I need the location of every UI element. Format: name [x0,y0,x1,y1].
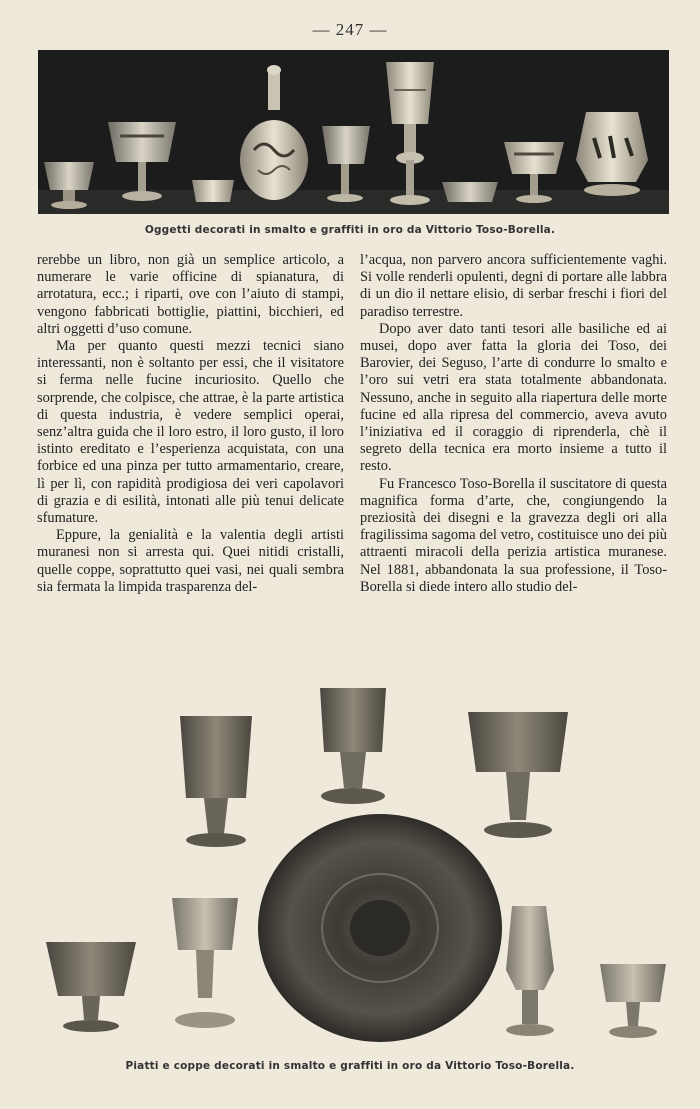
top-figure-caption: Oggetti decorati in smalto e graffiti in oro da Vittorio Toso-Borella. [144,224,556,236]
bottom-photograph [40,680,670,1058]
text-column-left [37,252,344,596]
glassware-illustration-top [38,50,669,214]
paragraph: l’acqua, non parvero ancora sufficientemente vaghi. Si volle renderli opulenti, degni di portare alle labbra di un dio il nettare elisio, di serbar freschi i fiori del paradiso terrestre. [360,252,667,320]
paragraph: Ma per quanto questi mezzi tecnici siano interessanti, non è soltanto per essi, che il visitatore si ferma nelle fucine incuriosito. Quello che sorprende, che colpisce, che attrae, è la parte artistica di questa industria, è vedere semplici operai, senz’altra guida che il loro estro, il loro gusto, il loro istinto ereditato e l’esperienza acquistata, con una forbice ed una pinza per tutto armamentario, creare, lì per lì, con rapidità prodigiosa dei veri capolavori di grazia e di esilità, intonati alle più tenui delicate sfumature. [37,338,344,527]
page-number: — 247 — [312,20,388,39]
paragraph: Fu Francesco Toso-Borella il suscitatore di questa magnifica forma d’arte, che, congiungendo la preziosità dei disegni e la gravezza degli ori alla fragilissima sagoma del vetro, costituisce uno dei più attraenti miracoli della perizia artistica muranese. Nel 1881, abbandonata la sua professione, il Toso-Borella si diede intero allo studio del- [360,475,667,595]
paragraph: Dopo aver dato tanti tesori alle basiliche ed ai musei, dopo aver fatta la gloria dei Toso, dei Barovier, dei Seguso, l’arte di condurre lo smalto e l’oro sui vetri era stata totalmente abbandonata. Nessuno, anche in seguito alla riapertura delle morte fucine ed alla ripresa del commercio, aveva avuto l’iniziativa ed il coraggio di riprenderla, chè il segreto della tecnica era morto insieme a tutto il resto. [360,320,667,475]
top-photograph [38,50,669,214]
paragraph: Eppure, la genialità e la valentia degli artisti muranesi non si arresta qui. Quei nitidi cristalli, quelle coppe, soprattutto quei vasi, nei quali sembra sia fermata la limpida trasparenza del- [37,527,344,595]
paragraph: rerebbe un libro, non già un semplice articolo, a numerare le varie officine di spianatura, di arrotatura, ecc.; i riparti, ove con l’aiuto di stampi, vengono fabbricati bottiglie, piattini, bicchieri, ed altri oggetti d’uso comune. [37,252,344,337]
text-column-right [360,252,667,596]
bottom-figure-caption: Piatti e coppe decorati in smalto e graffiti in oro da Vittorio Toso-Borella. [125,1060,575,1072]
glassware-illustration-bottom [40,680,670,1058]
